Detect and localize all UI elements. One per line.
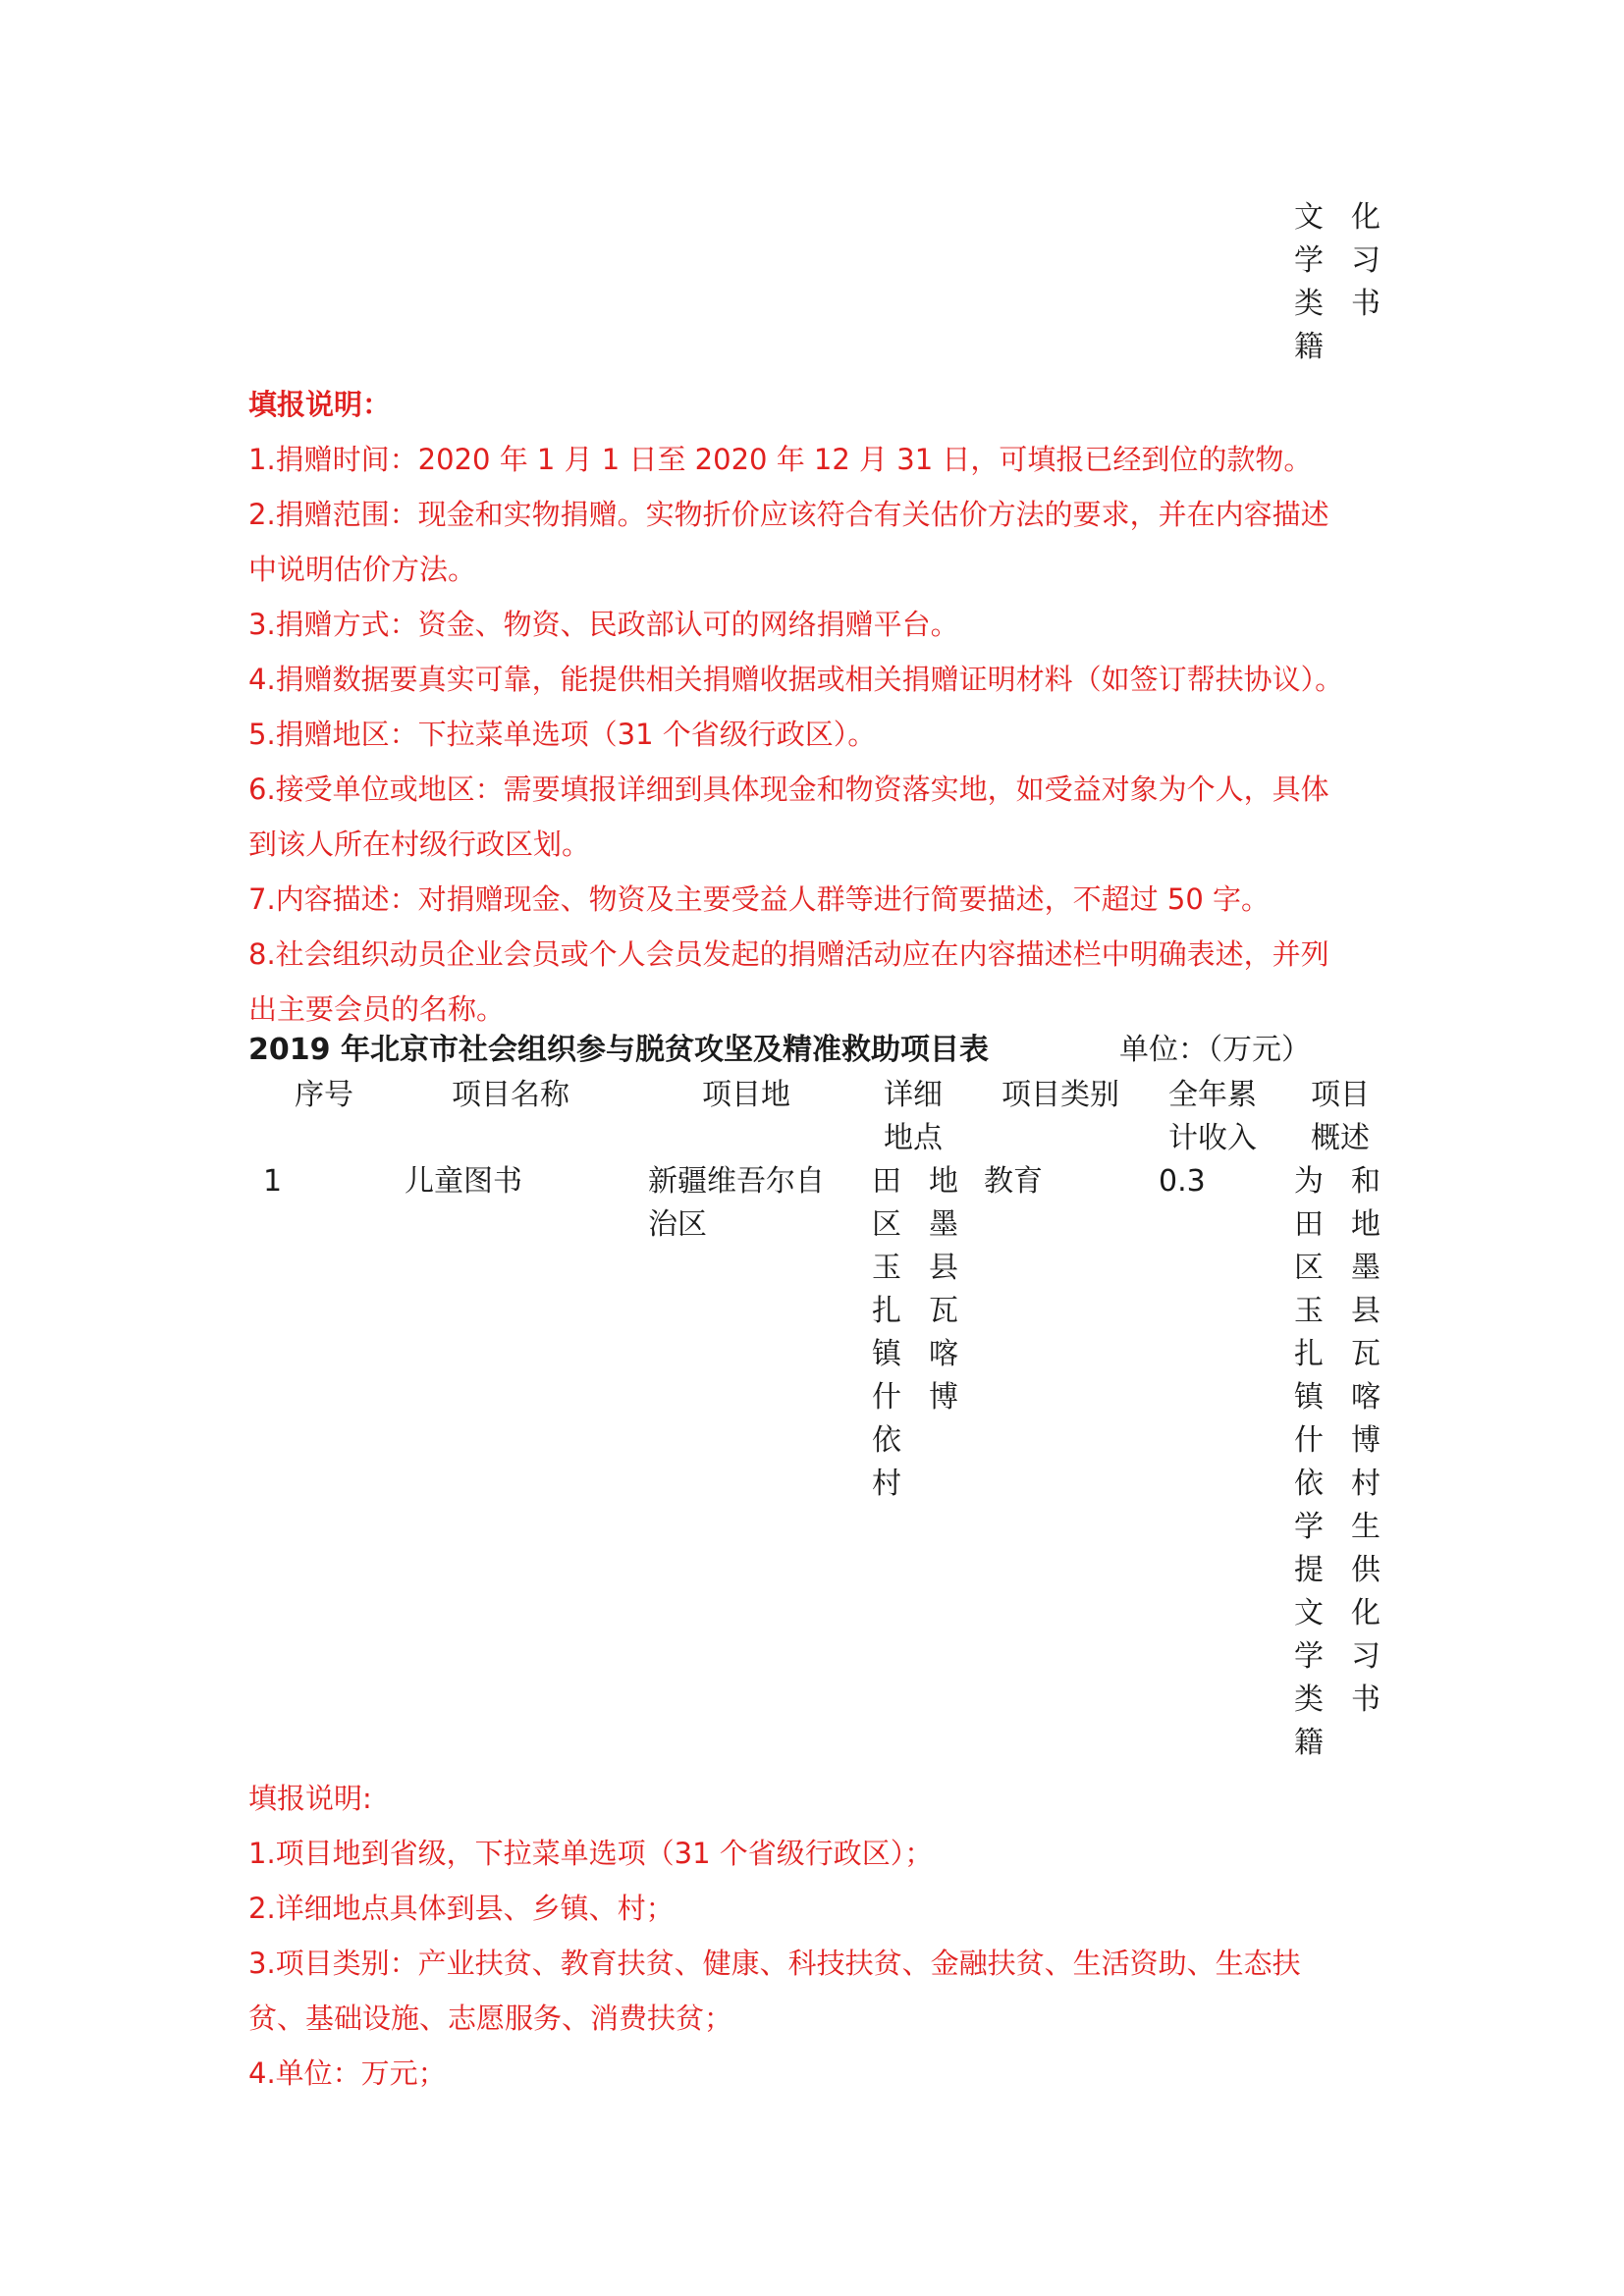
- header-summary: [1286, 1074, 1394, 1160]
- summary-char: 供: [1351, 1553, 1380, 1587]
- cell-detail: [872, 1160, 958, 1506]
- header-detail-line2: 地点: [884, 1121, 943, 1155]
- instruction-line: 贫、基础设施、志愿服务、消费扶贫；: [248, 2002, 733, 2035]
- header-name: 项目名称: [452, 1078, 569, 1112]
- instruction-line: 中说明估价方法。: [248, 553, 477, 586]
- summary-char: 玉: [1294, 1294, 1324, 1328]
- detail-char: 博: [929, 1380, 958, 1415]
- summary-char: 习: [1351, 1639, 1380, 1674]
- summary-char: 墨: [1351, 1251, 1380, 1285]
- detail-char: 玉: [872, 1251, 901, 1285]
- summary-char: 扎: [1294, 1337, 1324, 1371]
- summary-char: 和: [1351, 1164, 1380, 1199]
- table-title: 2019 年北京市社会组织参与脱贫攻坚及精准救助项目表: [248, 1033, 989, 1067]
- instruction-line: 4.单位：万元；: [248, 2056, 447, 2090]
- summary-char: 书: [1351, 1682, 1380, 1717]
- instructions-section-2: [248, 1771, 1387, 2101]
- instruction-line: 2.详细地点具体到县、乡镇、村；: [248, 1892, 675, 1925]
- cell-location-line2: 治区: [648, 1207, 707, 1242]
- summary-char: 博: [1351, 1423, 1380, 1458]
- summary-char: 文: [1294, 1596, 1324, 1630]
- header-seq: 序号: [295, 1078, 353, 1112]
- summary-char: 喀: [1351, 1380, 1380, 1415]
- table-unit: 单位：（万元）: [1119, 1033, 1311, 1067]
- detail-char: 县: [929, 1251, 958, 1285]
- cell-seq: 1: [263, 1164, 283, 1199]
- summary-char: 化: [1351, 1596, 1380, 1630]
- header-detail: [864, 1074, 962, 1160]
- header-summary-line1: 项目: [1311, 1078, 1370, 1112]
- instruction-line: 到该人所在村级行政区划。: [248, 828, 591, 861]
- detail-char: 镇: [872, 1337, 901, 1371]
- summary-char: 类: [1294, 1682, 1324, 1717]
- instructions-list-2: [248, 1826, 1387, 2101]
- cell-location-line1: 新疆维吾尔自: [648, 1164, 825, 1199]
- header-detail-line1: 详细: [884, 1078, 943, 1112]
- instructions-title-2: 填报说明:: [248, 1782, 372, 1815]
- header-summary-line2: 概述: [1311, 1121, 1370, 1155]
- summary-char: 村: [1351, 1467, 1380, 1501]
- instruction-line: 7.内容描述：对捐赠现金、物资及主要受益人群等进行简要描述，不超过 50 字。: [248, 882, 1271, 916]
- detail-char: 瓦: [929, 1294, 958, 1328]
- overflow-char: 类: [1294, 287, 1324, 321]
- cell-name: 儿童图书: [405, 1164, 522, 1199]
- cell-category: 教育: [984, 1164, 1043, 1199]
- cell-summary: [1294, 1160, 1380, 1765]
- summary-char: 瓦: [1351, 1337, 1380, 1371]
- summary-char: 县: [1351, 1294, 1380, 1328]
- overflow-char: 书: [1351, 287, 1380, 321]
- overflow-char: 文: [1294, 200, 1324, 235]
- overflow-char: 化: [1351, 200, 1380, 235]
- overflow-left-column: [1294, 196, 1324, 369]
- header-category: 项目类别: [1001, 1078, 1119, 1112]
- cell-detail-right: [929, 1160, 958, 1506]
- header-income: [1159, 1074, 1267, 1160]
- cell-income: 0.3: [1159, 1164, 1206, 1199]
- instruction-line: 2.捐赠范围：现金和实物捐赠。实物折价应该符合有关估价方法的要求，并在内容描述: [248, 498, 1329, 531]
- instruction-line: 4.捐赠数据要真实可靠，能提供相关捐赠收据或相关捐赠证明材料（如签订帮扶协议）。: [248, 663, 1344, 696]
- cell-detail-left: [872, 1160, 929, 1506]
- instruction-line: 3.捐赠方式：资金、物资、民政部认可的网络捐赠平台。: [248, 608, 959, 641]
- detail-char: 地: [929, 1164, 958, 1199]
- instruction-line: 3.项目类别：产业扶贫、教育扶贫、健康、科技扶贫、金融扶贫、生活资助、生态扶: [248, 1947, 1301, 1980]
- summary-char: 依: [1294, 1467, 1324, 1501]
- detail-char: 什: [872, 1380, 901, 1415]
- summary-char: 生: [1351, 1510, 1380, 1544]
- overflow-char: 籍: [1294, 330, 1324, 364]
- instruction-line: 1.捐赠时间：2020 年 1 月 1 日至 2020 年 12 月 31 日，可填报已经到位的款物。: [248, 443, 1313, 476]
- summary-char: 镇: [1294, 1380, 1324, 1415]
- detail-char: 喀: [929, 1337, 958, 1371]
- instruction-line: 8.社会组织动员企业会员或个人会员发起的捐赠活动应在内容描述栏中明确表述，并列: [248, 937, 1329, 971]
- summary-char: 地: [1351, 1207, 1380, 1242]
- overflow-char: 习: [1351, 243, 1380, 278]
- overflow-summary-column: [1294, 196, 1380, 369]
- summary-char: 学: [1294, 1639, 1324, 1674]
- detail-char: 墨: [929, 1207, 958, 1242]
- header-location: 项目地: [702, 1078, 790, 1112]
- summary-char: 区: [1294, 1251, 1324, 1285]
- detail-char: 扎: [872, 1294, 901, 1328]
- cell-location: [648, 1160, 854, 1247]
- summary-char: 什: [1294, 1423, 1324, 1458]
- cell-summary-right: [1351, 1160, 1380, 1765]
- detail-char: 区: [872, 1207, 901, 1242]
- summary-char: 田: [1294, 1207, 1324, 1242]
- summary-char: 学: [1294, 1510, 1324, 1544]
- instruction-line: 出主要会员的名称。: [248, 992, 506, 1026]
- overflow-right-column: [1351, 196, 1380, 369]
- cell-summary-left: [1294, 1160, 1324, 1765]
- instructions-list: [248, 432, 1387, 1037]
- header-income-line1: 全年累: [1168, 1078, 1257, 1112]
- instructions-section-1: [248, 377, 1387, 1037]
- header-income-line2: 计收入: [1168, 1121, 1257, 1155]
- instruction-line: 1.项目地到省级，下拉菜单选项（31 个省级行政区）；: [248, 1837, 934, 1870]
- summary-char: 籍: [1294, 1726, 1324, 1760]
- summary-char: 为: [1294, 1164, 1324, 1199]
- overflow-char: 学: [1294, 243, 1324, 278]
- instruction-line: 6.接受单位或地区：需要填报详细到具体现金和物资落实地，如受益对象为个人，具体: [248, 773, 1329, 806]
- summary-char: 提: [1294, 1553, 1324, 1587]
- instructions-title: 填报说明：: [248, 388, 392, 421]
- detail-char: 田: [872, 1164, 901, 1199]
- instruction-line: 5.捐赠地区：下拉菜单选项（31 个省级行政区）。: [248, 718, 877, 751]
- detail-char: 依村: [872, 1423, 901, 1501]
